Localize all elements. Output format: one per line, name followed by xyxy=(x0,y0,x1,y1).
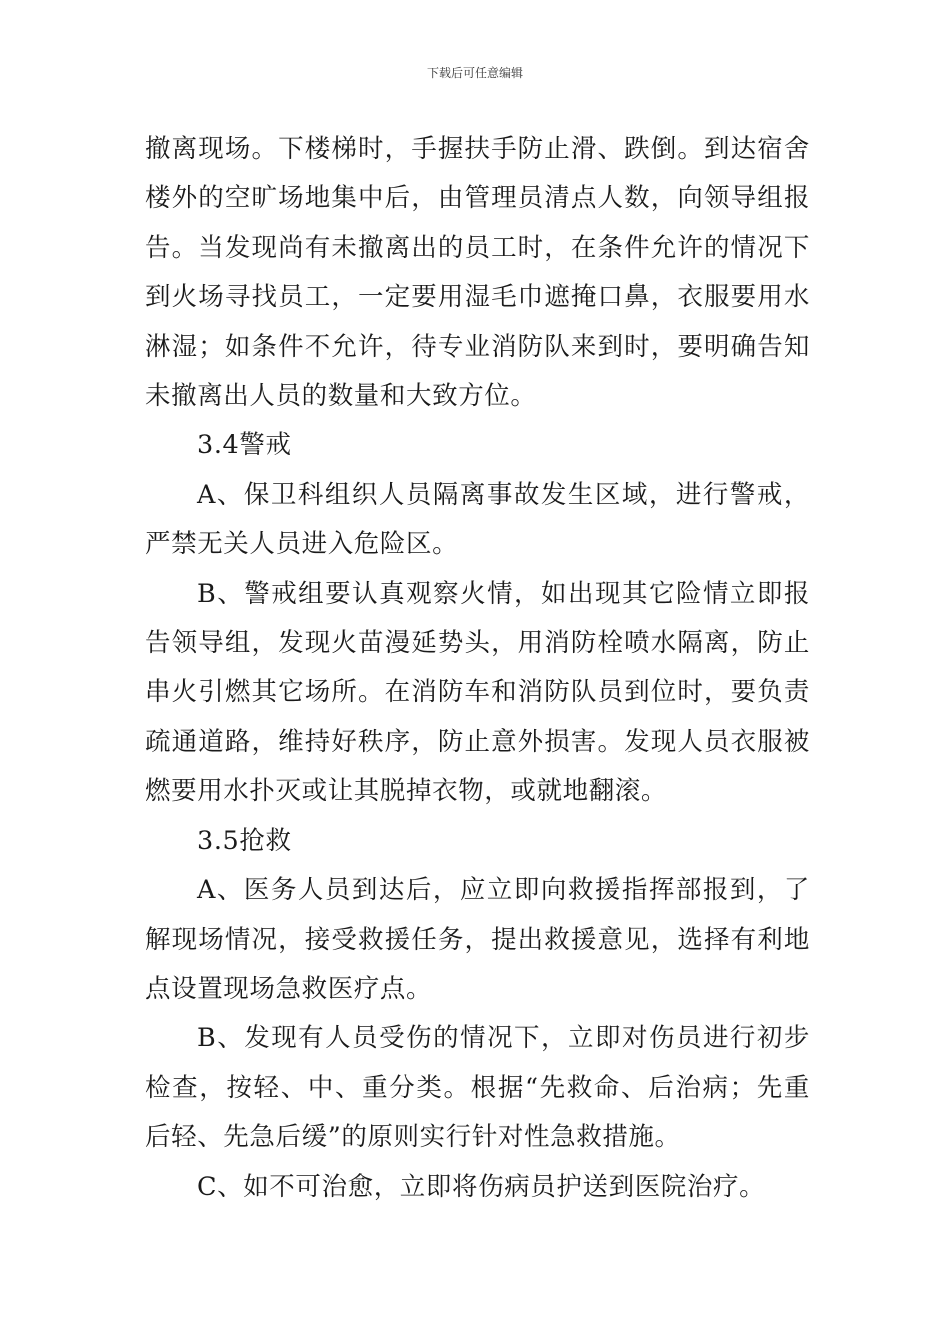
paragraph-rescue-b: B、发现有人员受伤的情况下，立即对伤员进行初步检查，按轻、中、重分类。根据“先救命、后治病；先重后轻、先急后缓”的原则实行针对性急救措施。 xyxy=(145,1023,810,1153)
section-heading-rescue: 3.5抢救 xyxy=(197,825,292,856)
document-body xyxy=(145,125,810,1212)
paragraph-alert-b: B、警戒组要认真观察火情，如出现其它险情立即报告领导组，发现火苗漫延势头，用消防栓喷水隔离，防止串火引燃其它场所。在消防车和消防队员到位时，要负责疏通道路，维持好秩序，防止意外损害。发现人员衣服被燃要用水扑灭或让其脱掉衣物，或就地翻滚。 xyxy=(145,578,810,807)
paragraph-alert-a: A、保卫科组织人员隔离事故发生区域，进行警戒，严禁无关人员进入危险区。 xyxy=(145,479,810,560)
page-header: 下载后可任意编辑 xyxy=(426,66,523,80)
paragraph-rescue-a: A、医务人员到达后，应立即向救援指挥部报到，了解现场情况，接受救援任务，提出救援意见，选择有利地点设置现场急救医疗点。 xyxy=(145,875,810,1004)
paragraph-rescue-c: C、如不可治愈，立即将伤病员护送到医院治疗。 xyxy=(197,1171,766,1202)
section-heading-alert: 3.4警戒 xyxy=(197,430,292,461)
paragraph-evacuation-continued: 撤离现场。下楼梯时，手握扶手防止滑、跌倒。到达宿舍楼外的空旷场地集中后，由管理员清点人数，向领导组报告。当发现尚有未撤离出的员工时，在条件允许的情况下到火场寻找员工，一定要用湿毛巾遮掩口鼻，衣服要用水淋湿；如条件不允许，待专业消防队来到时，要明确告知未撤离出人员的数量和大致方位。 xyxy=(145,134,810,412)
